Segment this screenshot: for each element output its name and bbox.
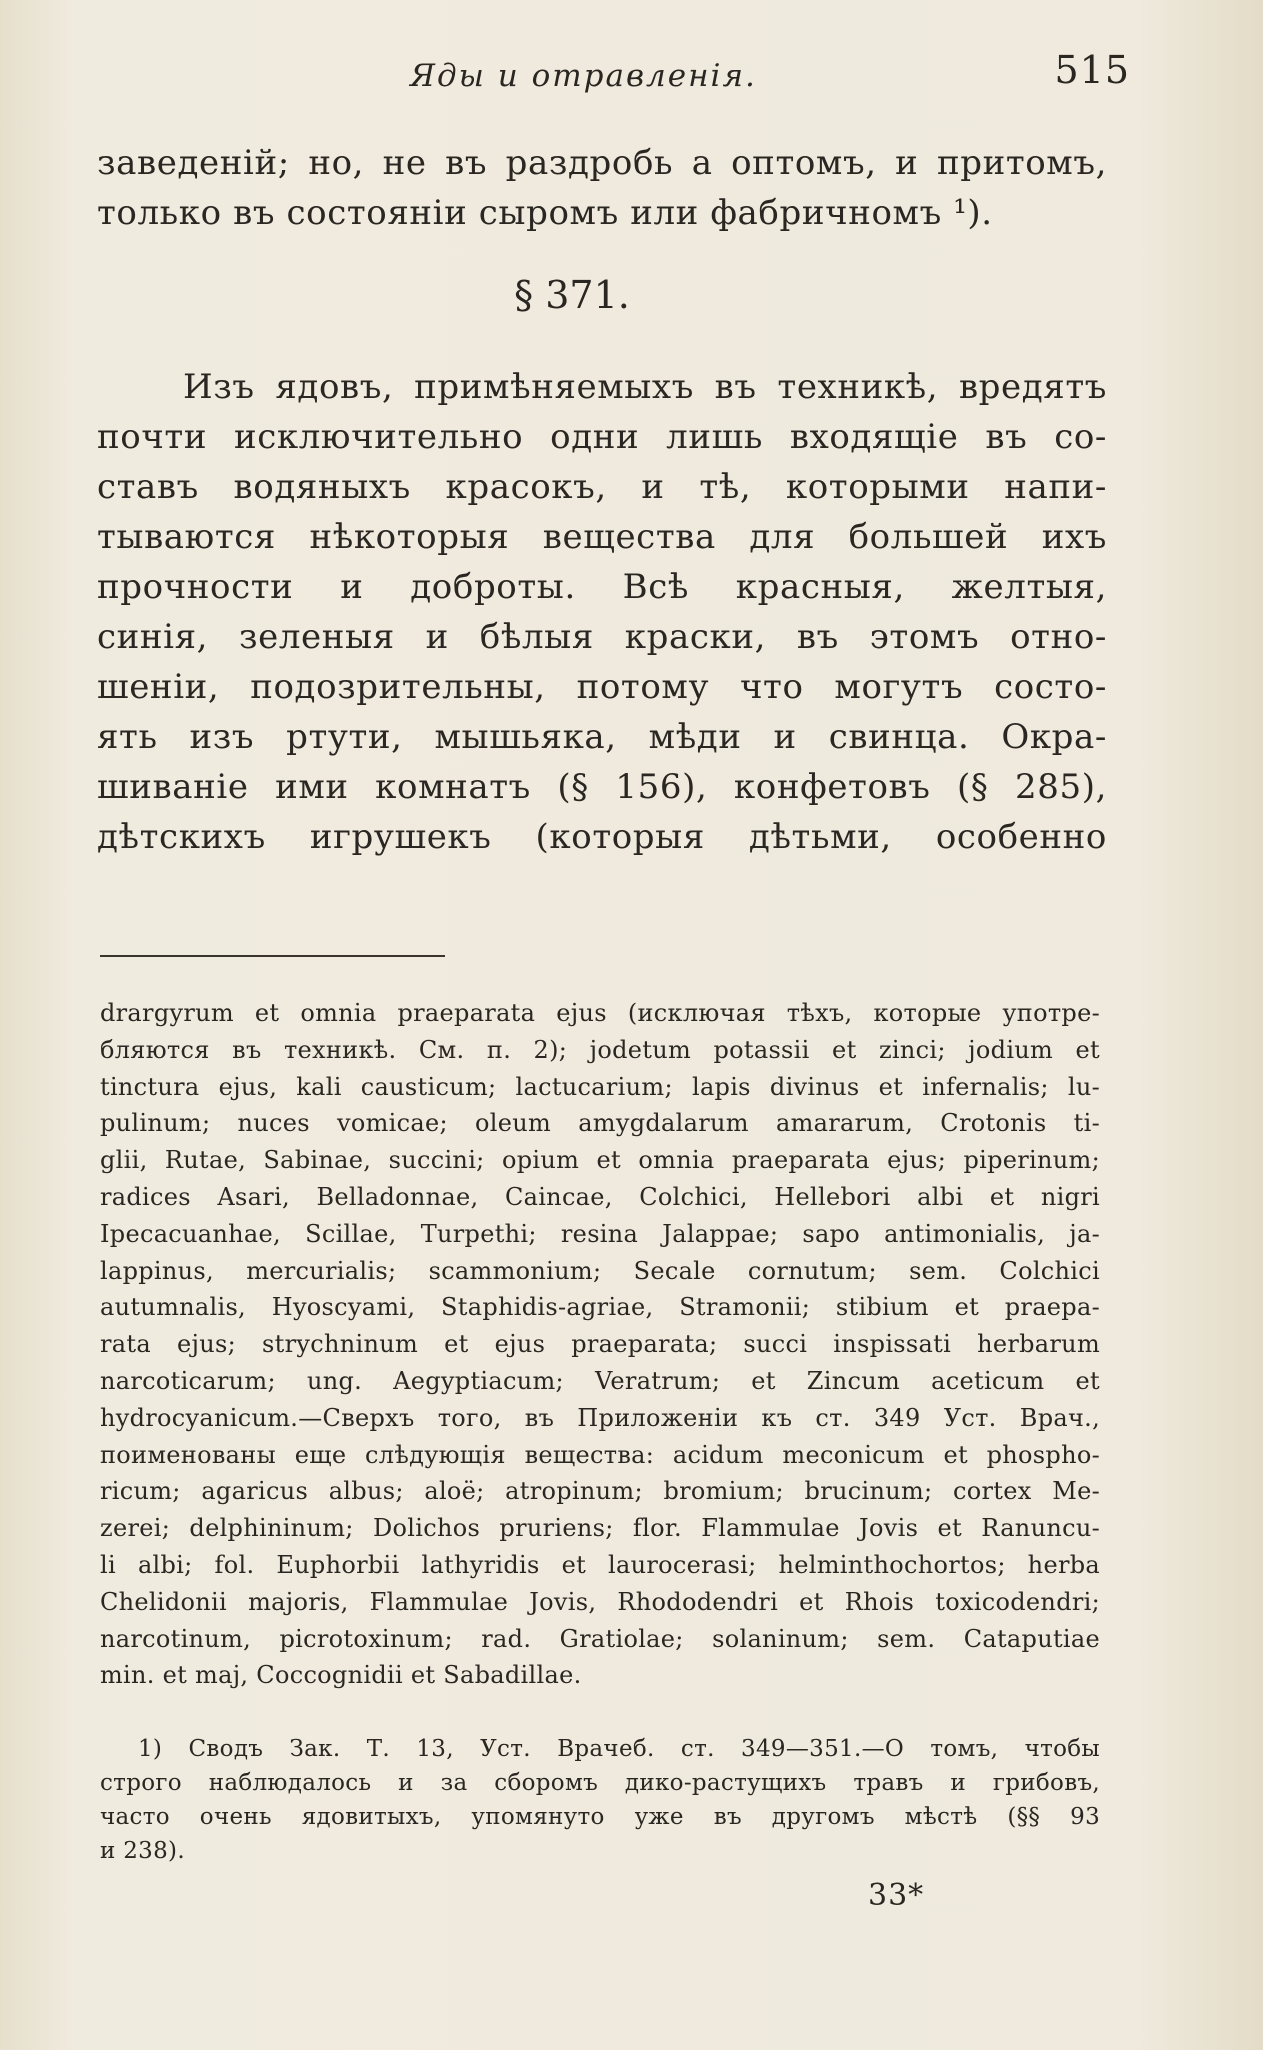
note-line: поименованы еще слѣдующія вещества: acidum meconicum et phospho- [100, 1440, 1100, 1469]
note-line: autumnalis, Hyoscyami, Staphidis-agriae, Stramonii; stibium et praepa- [100, 1293, 1100, 1322]
note-line: hydrocyanicum.—Сверхъ того, въ Приложеніи къ ст. 349 Уст. Врач., [100, 1403, 1100, 1432]
note-line: ricum; agaricus albus; aloë; atropinum; bromium; brucinum; cortex Me- [100, 1477, 1100, 1506]
main-text [97, 138, 1107, 862]
note-line: бляются въ техникѣ. См. п. 2); jodetum potassii et zinci; jodium et [100, 1035, 1100, 1064]
text-line: Изъ ядовъ, примѣняемыхъ въ техникѣ, вредятъ [183, 367, 1107, 407]
note-line: li albi; fol. Euphorbii lathyridis et laurocerasi; helminthochortos; herba [100, 1550, 1100, 1579]
note-line: Ipecacuanhae, Scillae, Turpethi; resina Jalappae; sapo antimonialis, ja- [100, 1219, 1100, 1248]
text-line: ставъ водяныхъ красокъ, и тѣ, которыми напи- [97, 467, 1107, 507]
running-title: Яды и отравленія. [410, 58, 757, 94]
text-line: почти исключительно одни лишь входящіе въ со- [97, 417, 1107, 457]
text-line: тываются нѣкоторыя вещества для большей ихъ [97, 517, 1107, 557]
note-line: min. et maj, Coccognidii et Sabadillae. [100, 1661, 582, 1690]
note-line: rata ejus; strychninum et ejus praeparata; succi inspissati herbarum [100, 1330, 1100, 1359]
text-line: прочности и доброты. Всѣ красныя, желтыя, [97, 567, 1107, 607]
footnote-line: строго наблюдалось и за сборомъ дико-растущихъ травъ и грибовъ, [100, 1770, 1100, 1796]
text-line: заведеній; но, не въ раздробь а оптомъ, и притомъ, [97, 143, 1107, 183]
text-line: только въ состояніи сыромъ или фабричномъ ¹). [97, 193, 993, 233]
text-line: шиваніе ими комнатъ (§ 156), конфетовъ (§ 285), [97, 767, 1107, 807]
text-line: дѣтскихъ игрушекъ (которыя дѣтьми, особенно [97, 817, 1107, 857]
section-heading: § 371. [514, 273, 630, 317]
note-line: narcotinum, picrotoxinum; rad. Gratiolae; solaninum; sem. Cataputiae [100, 1624, 1100, 1653]
text-line: синія, зеленыя и бѣлыя краски, въ этомъ отно- [97, 617, 1107, 657]
note-line: tinctura ejus, kali causticum; lactucarium; lapis divinus et infernalis; lu- [100, 1072, 1100, 1101]
running-head [90, 48, 1130, 108]
signature-mark: 33* [868, 1878, 925, 1913]
note-line: lappinus, mercurialis; scammonium; Secale cornutum; sem. Colchici [100, 1256, 1100, 1285]
page-number: 515 [1054, 48, 1130, 92]
footnote-separator [100, 955, 445, 957]
footnote-line: и 238). [100, 1838, 185, 1864]
text-line: шеніи, подозрительны, потому что могутъ состо- [97, 667, 1107, 707]
note-line: pulinum; nuces vomicae; oleum amygdalarum amararum, Crotonis ti- [100, 1109, 1100, 1138]
note-line: zerei; delphininum; Dolichos pruriens; flor. Flammulae Jovis et Ranuncu- [100, 1514, 1100, 1543]
note-line: radices Asari, Belladonnae, Caincae, Colchici, Hellebori albi et nigri [100, 1182, 1100, 1211]
text-line: ять изъ ртути, мышьяка, мѣди и свинца. Окра- [97, 717, 1107, 757]
note-line: narcoticarum; ung. Aegyptiacum; Veratrum; et Zincum aceticum et [100, 1366, 1100, 1395]
footnote-line: часто очень ядовитыхъ, упомянуто уже въ другомъ мѣстѣ (§§ 93 [100, 1804, 1100, 1830]
footnote-1 [100, 1732, 1100, 1868]
footnote-line: 1) Сводъ Зак. Т. 13, Уст. Врачеб. ст. 349—351.—О томъ, чтобы [138, 1736, 1100, 1762]
note-line: glii, Rutae, Sabinae, succini; opium et omnia praeparata ejus; piperinum; [100, 1146, 1100, 1175]
note-line: drargyrum et omnia praeparata ejus (исключая тѣхъ, которые употре- [100, 999, 1100, 1027]
note-line: Chelidonii majoris, Flammulae Jovis, Rhododendri et Rhois toxicodendri; [100, 1587, 1100, 1616]
footnote-continuation [100, 995, 1100, 1694]
